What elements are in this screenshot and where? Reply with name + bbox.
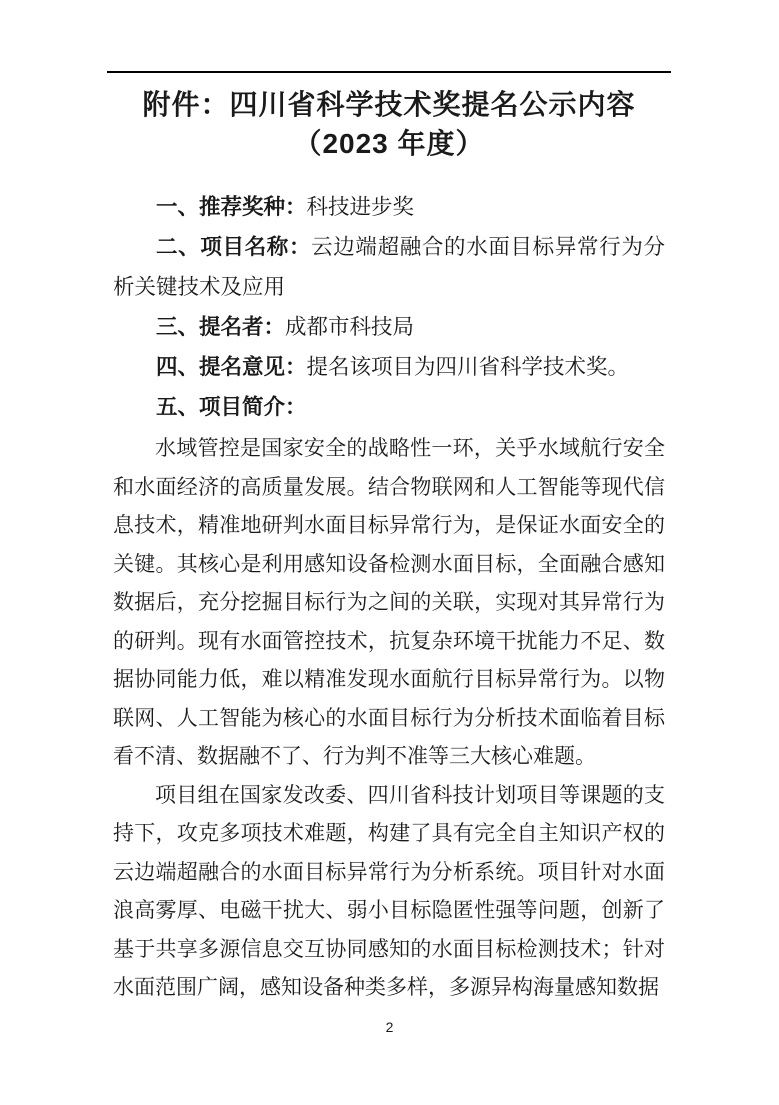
section-nominator-label: 三、提名者： — [156, 315, 286, 339]
document-title — [113, 85, 665, 163]
section-nominator-value: 成都市科技局 — [285, 315, 415, 339]
section-project-name-value: 云边端超融合的水面目标异常行为分析关键技术及应用 — [113, 235, 665, 299]
section-project-name-label: 二、项目名称： — [156, 235, 312, 259]
title-line-2: （2023 年度） — [293, 128, 485, 159]
page-number: 2 — [385, 1019, 394, 1035]
section-nominator — [113, 307, 665, 347]
title-line-1: 附件：四川省科学技术奖提名公示内容 — [142, 89, 636, 120]
summary-paragraph-1: 水域管控是国家安全的战略性一环，关乎水域航行安全和水面经济的高质量发展。结合物联网和人工智能等现代信息技术，精准地研判水面目标异常行为，是保证水面安全的关键。其核心是利用感知设备检测水面目标，全面融合感知数据后，充分挖掘目标行为之间的关联，实现对其异常行为的研判。现有水面管控技术，抗复杂环境干扰能力不足、数据协同能力低，难以精准发现水面航行目标异常行为。以物联网、人工智能为核心的水面目标行为分析技术面临着目标看不清、数据融不了、行为判不准等三大核心难题。 — [113, 437, 665, 768]
section-award-type-label: 一、推荐奖种： — [156, 195, 307, 219]
summary-paragraph-2: 项目组在国家发改委、四川省科技计划项目等课题的支持下，攻克多项技术难题，构建了具有完全自主知识产权的云边端超融合的水面目标异常行为分析系统。项目针对水面浪高雾厚、电磁干扰大、弱小目标隐匿性强等问题，创新了基于共享多源信息交互协同感知的水面目标检测技术；针对水面范围广阔，感知设备种类多样，多源异构海量感知数据 — [113, 783, 665, 999]
section-list — [113, 187, 665, 427]
section-nomination-opinion — [113, 347, 665, 387]
section-project-summary-heading — [113, 387, 665, 427]
section-project-name — [113, 227, 665, 307]
project-summary-body — [113, 430, 665, 1008]
section-nomination-opinion-label: 四、提名意见： — [156, 355, 307, 379]
document-content — [113, 71, 665, 1008]
section-project-summary-label: 五、项目简介： — [156, 395, 307, 419]
header-rule — [107, 71, 671, 73]
section-nomination-opinion-value: 提名该项目为四川省科学技术奖。 — [306, 355, 630, 379]
section-award-type — [113, 187, 665, 227]
section-award-type-value: 科技进步奖 — [306, 195, 415, 219]
